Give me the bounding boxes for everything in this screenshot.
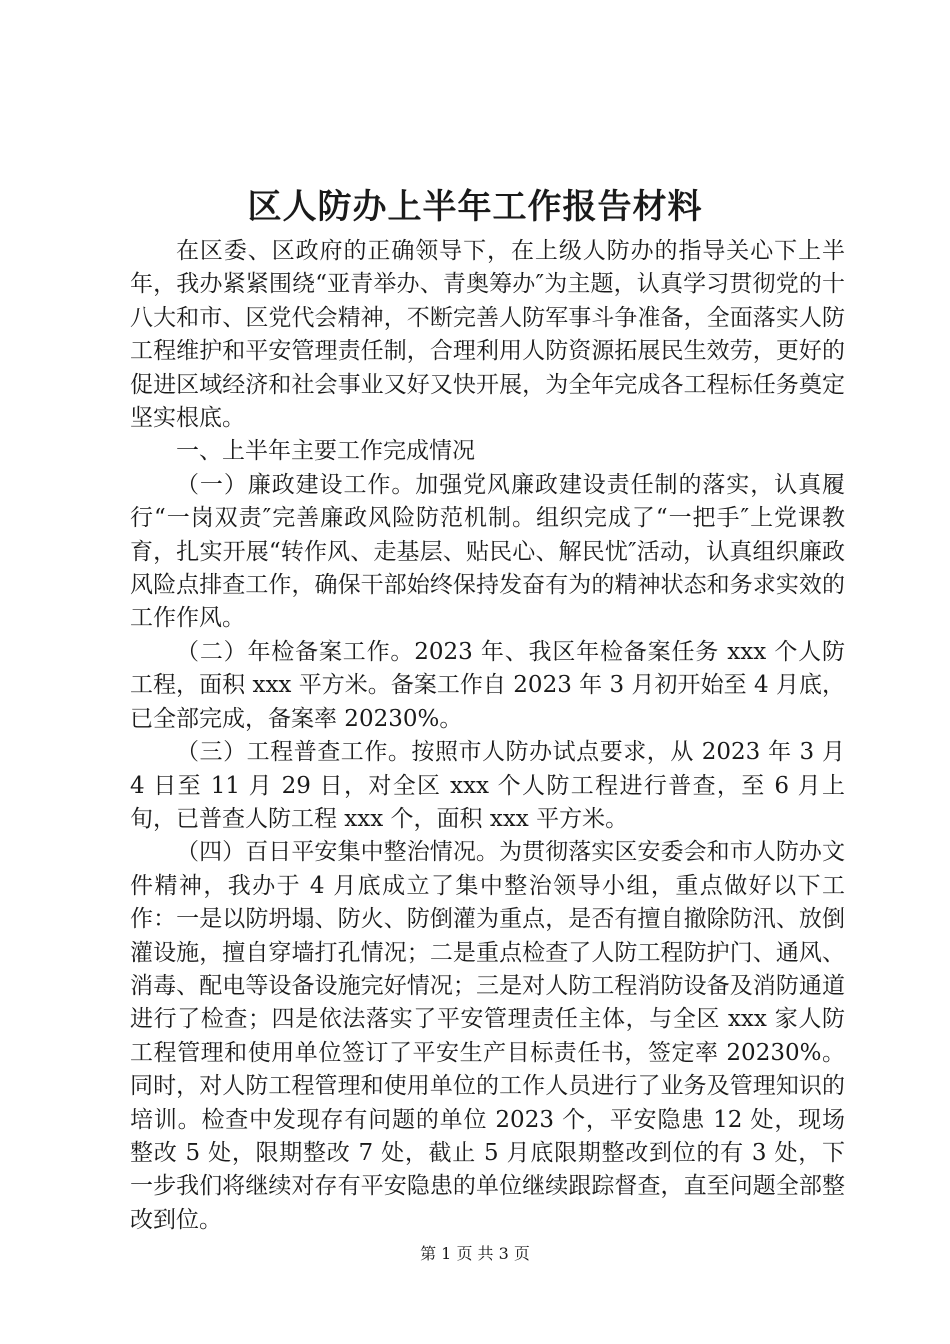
paragraph-intro: 在区委、区政府的正确领导下，在上级人防办的指导关心下上半年，我办紧紧围绕“亚青举办、青奥筹办″为主题，认真学习贯彻党的十八大和市、区党代会精神，不断完善人防军事斗争准备，全面落实人防工程维护和平安管理责任制，合理利用人防资源拓展民生效劳，更好的促进区域经济和社会事业又好又快开展，为全年完成各工程标任务奠定坚实根底。: [130, 238, 845, 432]
paragraph-annual-filing: （二）年检备案工作。2023 年、我区年检备案任务 xxx 个人防工程，面积 xxx 平方米。备案工作自 2023 年 3 月初开始至 4 月底，已全部完成，备案率 20230%。: [130, 638, 845, 732]
paragraph-survey: （三）工程普查工作。按照市人防办试点要求，从 2023 年 3 月 4 日至 11 月 29 日，对全区 xxx 个人防工程进行普查，至 6 月上旬，已普查人防工程 xxx 个，面积 xxx 平方米。: [130, 739, 845, 832]
document-body: [130, 235, 845, 1237]
paragraph-integrity: （一）廉政建设工作。加强党风廉政建设责任制的落实，认真履行“一岗双责″完善廉政风险防范机制。组织完成了“一把手″上党课教育，扎实开展“转作风、走基层、贴民心、解民忧″活动，认真组织廉政风险点排查工作，确保干部始终保持发奋有为的精神状态和务求实效的工作作风。: [130, 471, 845, 632]
section-heading: 一、上半年主要工作完成情况: [176, 438, 475, 465]
document-title: 区人防办上半年工作报告材料: [247, 187, 703, 227]
page-footer: 第 1 页 共 3 页: [420, 1244, 530, 1263]
paragraph-safety-rectification: （四）百日平安集中整治情况。为贯彻落实区安委会和市人防办文件精神，我办于 4 月底成立了集中整治领导小组，重点做好以下工作：一是以防坍塌、防火、防倒灌为重点，是否有擅自撤除防汛、放倒灌设施，擅自穿墙打孔情况；二是重点检查了人防工程防护门、通风、消毒、配电等设备设施完好情况；三是对人防工程消防设备及消防通道进行了检查；四是依法落实了平安管理责任主体，与全区 xxx 家人防工程管理和使用单位签订了平安生产目标责任书，签定率 20230%。同时，对人防工程管理和使用单位的工作人员进行了业务及管理知识的培训。检查中发现存有问题的单位 2023 个，平安隐患 12 处，现场整改 5 处，限期整改 7 处，截止 5 月底限期整改到位的有 3 处，下一步我们将继续对存有平安隐患的单位继续跟踪督查，直至问题全部整改到位。: [130, 839, 845, 1233]
